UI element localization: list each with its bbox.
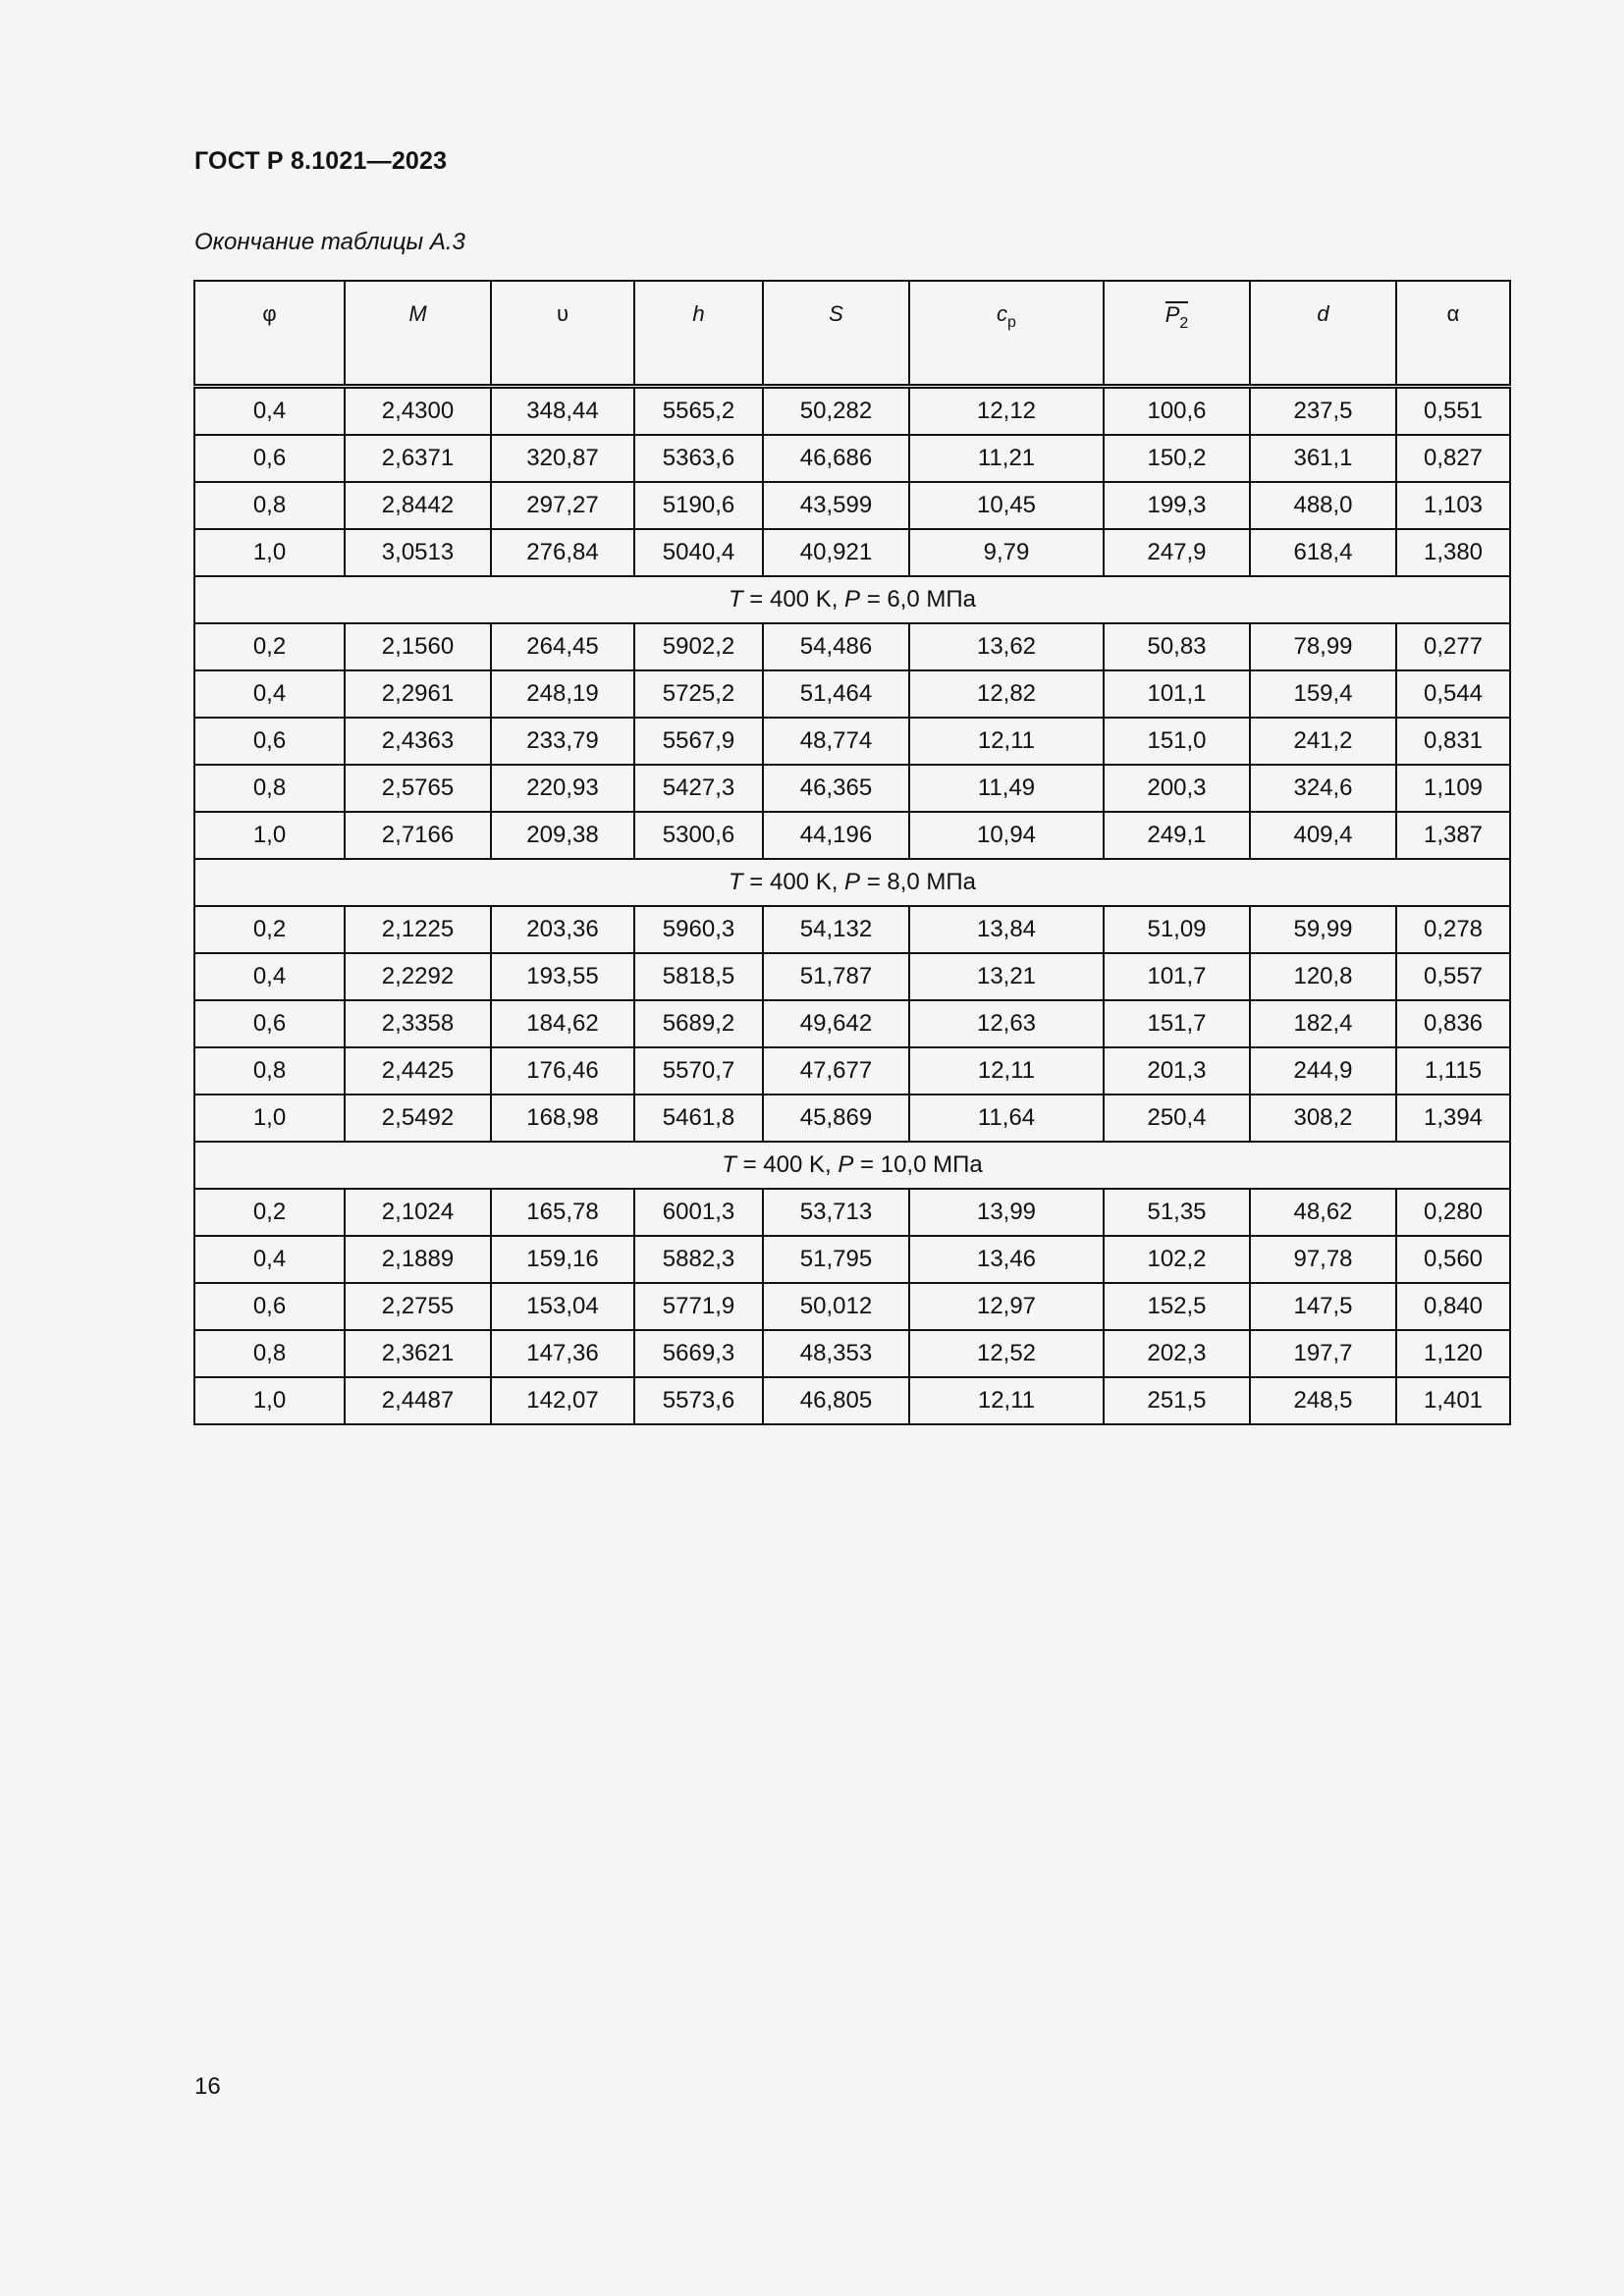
table-cell-h: 5689,2 [634,1000,763,1047]
table-cell-alpha: 0,560 [1396,1236,1510,1283]
table-cell-s: 47,677 [763,1047,909,1095]
table-cell-cp: 12,12 [909,387,1104,436]
pressure-symbol: P [838,1151,854,1178]
col-header-s: S [763,281,909,387]
table-cell-p2: 152,5 [1104,1283,1250,1330]
temperature-symbol: T [722,1151,736,1178]
group-condition-label [194,576,1510,623]
table-cell-cp: 10,45 [909,482,1104,529]
table-cell-phi: 0,4 [194,953,345,1000]
table-row [194,718,1510,765]
table-cell-alpha: 1,387 [1396,812,1510,859]
table-cell-alpha: 0,551 [1396,387,1510,436]
table-cell-cp: 13,62 [909,623,1104,670]
col-header-p2: $P_2$ [1104,281,1250,387]
table-cell-p2: 249,1 [1104,812,1250,859]
table-cell-upsilon: 165,78 [491,1189,634,1236]
table-cell-p2: 151,7 [1104,1000,1250,1047]
table-cell-upsilon: 184,62 [491,1000,634,1047]
table-cell-alpha: 0,280 [1396,1189,1510,1236]
table-cell-m: 2,1225 [345,906,491,953]
pressure-symbol: P [844,586,861,613]
table-cell-d: 361,1 [1250,435,1396,482]
col-header-cp: $c_p$ [909,281,1104,387]
table-cell-p2: 250,4 [1104,1095,1250,1142]
table-row [194,435,1510,482]
table-cell-m: 2,2292 [345,953,491,1000]
table-cell-alpha: 0,831 [1396,718,1510,765]
table-cell-m: 2,5765 [345,765,491,812]
table-cell-s: 44,196 [763,812,909,859]
temperature-value: = 400 K, [742,869,845,895]
table-cell-cp: 13,21 [909,953,1104,1000]
pressure-symbol: P [844,869,861,895]
table-cell-upsilon: 320,87 [491,435,634,482]
table-cell-m: 2,2961 [345,670,491,718]
table-row [194,906,1510,953]
table-row [194,1236,1510,1283]
table-cell-s: 48,353 [763,1330,909,1377]
table-cell-phi: 0,2 [194,623,345,670]
table-row [194,765,1510,812]
table-cell-m: 2,5492 [345,1095,491,1142]
group-header-row [194,1142,1510,1189]
temperature-value: = 400 K, [742,586,845,613]
group-header-row [194,576,1510,623]
table-cell-alpha: 0,827 [1396,435,1510,482]
table-cell-h: 6001,3 [634,1189,763,1236]
table-header-row [194,281,1510,387]
temperature-symbol: T [728,869,743,895]
table-cell-upsilon: 142,07 [491,1377,634,1424]
table-cell-cp: 9,79 [909,529,1104,576]
table-caption: Окончание таблицы А.3 [194,229,465,255]
table-cell-cp: 12,82 [909,670,1104,718]
table-cell-d: 147,5 [1250,1283,1396,1330]
table-cell-m: 2,6371 [345,435,491,482]
table-cell-cp: 13,46 [909,1236,1104,1283]
table-cell-phi: 0,6 [194,1000,345,1047]
col-header-d: d [1250,281,1396,387]
table-cell-h: 5725,2 [634,670,763,718]
table-cell-p2: 200,3 [1104,765,1250,812]
table-cell-h: 5771,9 [634,1283,763,1330]
table-cell-s: 50,012 [763,1283,909,1330]
table-cell-phi: 1,0 [194,1095,345,1142]
table-cell-upsilon: 209,38 [491,812,634,859]
table-cell-cp: 12,63 [909,1000,1104,1047]
table-row [194,482,1510,529]
table-cell-h: 5573,6 [634,1377,763,1424]
table-cell-cp: 12,11 [909,1047,1104,1095]
table-row [194,529,1510,576]
table-cell-p2: 151,0 [1104,718,1250,765]
table-cell-upsilon: 203,36 [491,906,634,953]
table-cell-s: 40,921 [763,529,909,576]
table-cell-alpha: 0,836 [1396,1000,1510,1047]
table-cell-phi: 1,0 [194,529,345,576]
table-row [194,1000,1510,1047]
table-cell-p2: 101,1 [1104,670,1250,718]
table-cell-alpha: 1,380 [1396,529,1510,576]
page-number: 16 [194,2073,221,2100]
table-cell-upsilon: 159,16 [491,1236,634,1283]
table-cell-upsilon: 248,19 [491,670,634,718]
table-cell-s: 46,365 [763,765,909,812]
table-cell-h: 5040,4 [634,529,763,576]
table-cell-p2: 247,9 [1104,529,1250,576]
table-cell-s: 43,599 [763,482,909,529]
table-cell-s: 48,774 [763,718,909,765]
table-cell-alpha: 0,840 [1396,1283,1510,1330]
table-cell-m: 2,1889 [345,1236,491,1283]
table-cell-s: 51,464 [763,670,909,718]
table-cell-upsilon: 153,04 [491,1283,634,1330]
table-cell-s: 54,132 [763,906,909,953]
table-cell-d: 237,5 [1250,387,1396,436]
group-condition-label [194,1142,1510,1189]
table-cell-p2: 150,2 [1104,435,1250,482]
table-cell-alpha: 0,278 [1396,906,1510,953]
table-cell-alpha: 1,120 [1396,1330,1510,1377]
table-cell-d: 48,62 [1250,1189,1396,1236]
table-cell-phi: 0,6 [194,435,345,482]
table-cell-alpha: 0,544 [1396,670,1510,718]
data-table [193,280,1511,1425]
table-cell-h: 5669,3 [634,1330,763,1377]
table-cell-d: 409,4 [1250,812,1396,859]
table-cell-h: 5567,9 [634,718,763,765]
table-cell-alpha: 1,394 [1396,1095,1510,1142]
table-cell-d: 244,9 [1250,1047,1396,1095]
table-cell-m: 2,3358 [345,1000,491,1047]
table-cell-m: 2,4487 [345,1377,491,1424]
table-cell-alpha: 1,103 [1396,482,1510,529]
table-cell-upsilon: 264,45 [491,623,634,670]
table-cell-h: 5565,2 [634,387,763,436]
table-cell-upsilon: 193,55 [491,953,634,1000]
pressure-value: = 6,0 МПа [860,586,977,613]
table-cell-m: 2,4425 [345,1047,491,1095]
table-cell-h: 5461,8 [634,1095,763,1142]
col-header-phi: φ [194,281,345,387]
table-cell-upsilon: 176,46 [491,1047,634,1095]
table-cell-d: 159,4 [1250,670,1396,718]
table-row [194,1377,1510,1424]
table-cell-s: 46,805 [763,1377,909,1424]
table-cell-p2: 201,3 [1104,1047,1250,1095]
table-cell-m: 2,2755 [345,1283,491,1330]
table-cell-upsilon: 168,98 [491,1095,634,1142]
table-cell-h: 5818,5 [634,953,763,1000]
table-cell-s: 54,486 [763,623,909,670]
table-cell-d: 324,6 [1250,765,1396,812]
table-row [194,1095,1510,1142]
table-cell-cp: 10,94 [909,812,1104,859]
table-cell-h: 5300,6 [634,812,763,859]
table-cell-m: 2,4363 [345,718,491,765]
group-header-row [194,859,1510,906]
table-cell-phi: 0,4 [194,1236,345,1283]
table-cell-phi: 0,2 [194,1189,345,1236]
col-header-upsilon: υ [491,281,634,387]
table-cell-p2: 199,3 [1104,482,1250,529]
table-cell-cp: 12,11 [909,1377,1104,1424]
table-cell-s: 46,686 [763,435,909,482]
table-cell-h: 5190,6 [634,482,763,529]
table-cell-phi: 0,8 [194,482,345,529]
table-cell-d: 78,99 [1250,623,1396,670]
table-cell-upsilon: 147,36 [491,1330,634,1377]
pressure-value: = 10,0 МПа [853,1151,983,1178]
temperature-value: = 400 K, [735,1151,839,1178]
table-cell-d: 182,4 [1250,1000,1396,1047]
table-cell-cp: 11,21 [909,435,1104,482]
table-row [194,1047,1510,1095]
table-row [194,953,1510,1000]
table-cell-m: 2,1024 [345,1189,491,1236]
table-row [194,1283,1510,1330]
table-cell-d: 59,99 [1250,906,1396,953]
table-cell-s: 53,713 [763,1189,909,1236]
table-cell-m: 2,3621 [345,1330,491,1377]
table-cell-upsilon: 276,84 [491,529,634,576]
table-cell-d: 197,7 [1250,1330,1396,1377]
table-cell-alpha: 1,401 [1396,1377,1510,1424]
table-cell-d: 488,0 [1250,482,1396,529]
table-cell-cp: 11,64 [909,1095,1104,1142]
pressure-value: = 8,0 МПа [860,869,977,895]
table-cell-m: 2,8442 [345,482,491,529]
table-cell-cp: 11,49 [909,765,1104,812]
table-cell-h: 5570,7 [634,1047,763,1095]
table-row [194,387,1510,436]
table-cell-phi: 0,8 [194,1047,345,1095]
table-cell-upsilon: 297,27 [491,482,634,529]
col-header-m: M [345,281,491,387]
table-cell-phi: 0,6 [194,718,345,765]
table-row [194,1189,1510,1236]
table-cell-alpha: 0,277 [1396,623,1510,670]
table-cell-phi: 0,2 [194,906,345,953]
table-cell-d: 97,78 [1250,1236,1396,1283]
table-cell-p2: 51,09 [1104,906,1250,953]
table-cell-d: 248,5 [1250,1377,1396,1424]
table-cell-d: 241,2 [1250,718,1396,765]
table-cell-h: 5882,3 [634,1236,763,1283]
table-row [194,623,1510,670]
table-cell-h: 5427,3 [634,765,763,812]
table-cell-d: 618,4 [1250,529,1396,576]
table-cell-d: 120,8 [1250,953,1396,1000]
table-cell-s: 49,642 [763,1000,909,1047]
table-cell-cp: 12,52 [909,1330,1104,1377]
table-cell-d: 308,2 [1250,1095,1396,1142]
table-cell-m: 2,1560 [345,623,491,670]
col-header-h: h [634,281,763,387]
table-cell-s: 50,282 [763,387,909,436]
table-cell-phi: 1,0 [194,1377,345,1424]
table-cell-h: 5902,2 [634,623,763,670]
group-condition-label [194,859,1510,906]
table-cell-p2: 101,7 [1104,953,1250,1000]
table-cell-p2: 202,3 [1104,1330,1250,1377]
table-cell-phi: 0,8 [194,765,345,812]
table-row [194,670,1510,718]
table-cell-cp: 12,97 [909,1283,1104,1330]
table-cell-alpha: 1,109 [1396,765,1510,812]
table-body [194,387,1510,1425]
table-cell-phi: 0,4 [194,670,345,718]
temperature-symbol: T [728,586,743,613]
table-cell-h: 5960,3 [634,906,763,953]
table-cell-s: 51,795 [763,1236,909,1283]
table-cell-phi: 0,6 [194,1283,345,1330]
table-cell-cp: 13,99 [909,1189,1104,1236]
table-cell-p2: 100,6 [1104,387,1250,436]
table-cell-alpha: 1,115 [1396,1047,1510,1095]
table-cell-m: 2,7166 [345,812,491,859]
col-header-alpha: α [1396,281,1510,387]
table-cell-s: 45,869 [763,1095,909,1142]
table-cell-p2: 251,5 [1104,1377,1250,1424]
table-row [194,1330,1510,1377]
table-cell-cp: 13,84 [909,906,1104,953]
table-cell-h: 5363,6 [634,435,763,482]
table-row [194,812,1510,859]
table-cell-m: 3,0513 [345,529,491,576]
table-cell-p2: 102,2 [1104,1236,1250,1283]
table-cell-alpha: 0,557 [1396,953,1510,1000]
table-cell-p2: 51,35 [1104,1189,1250,1236]
table-cell-upsilon: 220,93 [491,765,634,812]
table-cell-upsilon: 348,44 [491,387,634,436]
table-cell-cp: 12,11 [909,718,1104,765]
table-cell-phi: 1,0 [194,812,345,859]
table-cell-phi: 0,4 [194,387,345,436]
table-cell-phi: 0,8 [194,1330,345,1377]
table-cell-p2: 50,83 [1104,623,1250,670]
document-header: ГОСТ Р 8.1021—2023 [194,147,448,175]
table-cell-upsilon: 233,79 [491,718,634,765]
table-cell-m: 2,4300 [345,387,491,436]
table-cell-s: 51,787 [763,953,909,1000]
